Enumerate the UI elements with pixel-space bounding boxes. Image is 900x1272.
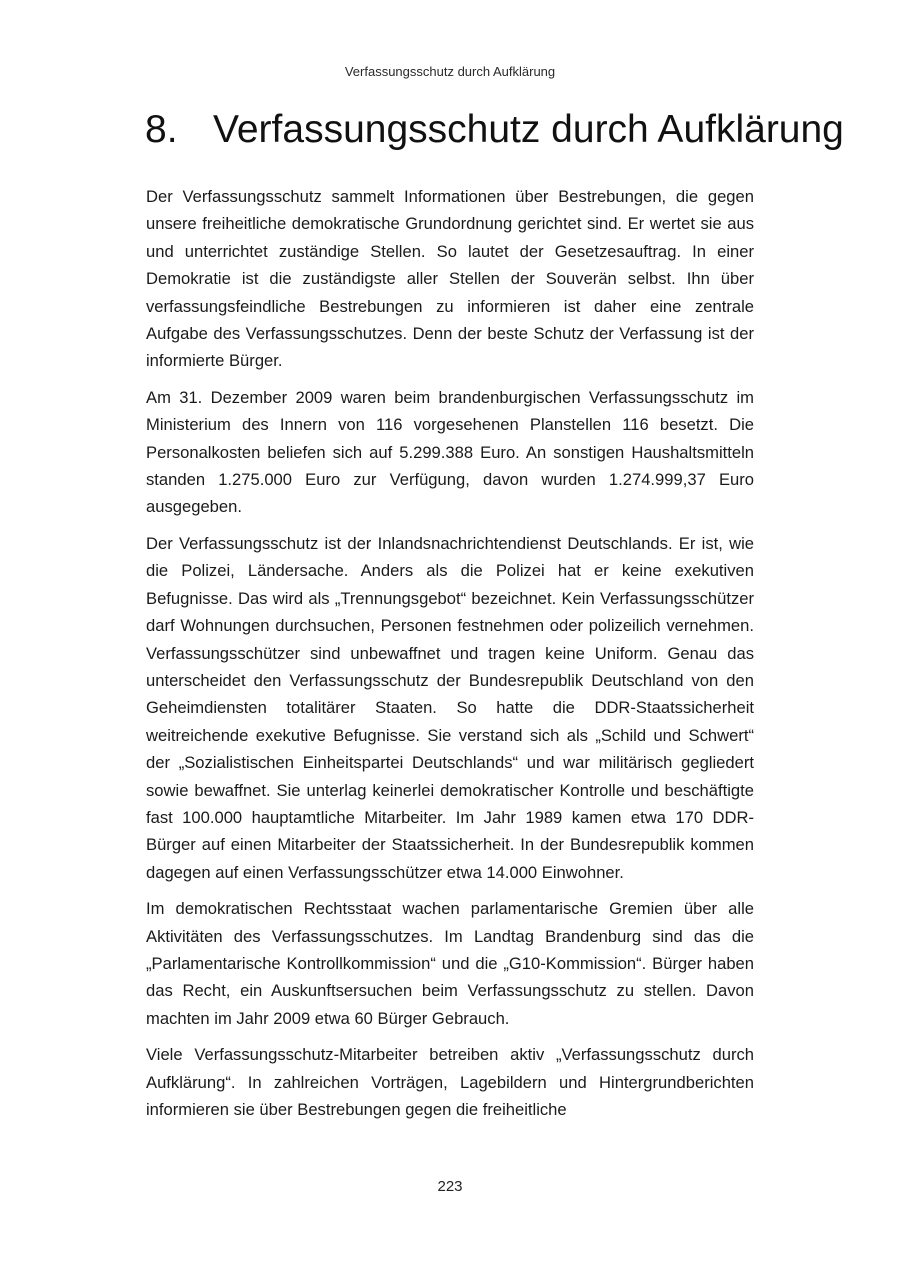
- paragraph-public-information: Viele Verfassungsschutz-Mitarbeiter betreiben aktiv „Verfassungsschutz durch Aufklärung“. In zahlreichen Vorträgen, Lagebildern und Hintergrundberichten informieren sie über Bestrebungen gegen die freiheitliche: [146, 1045, 754, 1119]
- paragraph-mandate: Der Verfassungsschutz sammelt Informationen über Bestrebungen, die gegen unsere freiheitliche demokratische Grundordnung gerichtet sind. Er wertet sie aus und unterrichtet zuständige Stellen. So lautet der Gesetzesauftrag. In einer Demokratie ist die zuständigste aller Stellen der Souverän selbst. Ihn über verfassungsfeindliche Bestrebungen zu informieren ist daher eine zentrale Aufgabe des Verfassungsschutzes. Denn der beste Schutz der Verfassung ist der informierte Bürger.: [146, 187, 754, 371]
- paragraph-domestic-intelligence: Der Verfassungsschutz ist der Inlandsnachrichtendienst Deutschlands. Er ist, wie die Polizei, Ländersache. Anders als die Polizei hat er keine exekutiven Befugnisse. Das wird als „Trennungsgebot“ bezeichnet. Kein Verfassungsschützer darf Wohnungen durchsuchen, Personen festnehmen oder polizeilich vernehmen. Verfassungsschützer sind unbewaffnet und tragen keine Uniform. Genau das unterscheidet den Verfassungsschutz der Bundesrepublik Deutschland von den Geheimdiensten totalitärer Staaten. So hatte die DDR-Staatssicherheit weitreichende exekutive Befugnisse. Sie verstand sich als „Schild und Schwert“ der „Sozialistischen Einheitspartei Deutschlands“ und war militärisch gegliedert sowie bewaffnet. Sie unterlag keinerlei demokratischer Kontrolle und beschäftigte fast 100.000 hauptamtliche Mitarbeiter. Im Jahr 1989 kamen etwa 170 DDR-Bürger auf einen Mitarbeiter der Staatssicherheit. In der Bundesrepublik kommen dagegen auf einen Verfassungsschützer etwa 14.000 Einwohner.: [146, 533, 754, 882]
- body-text: [146, 183, 754, 1132]
- page-number: 223: [437, 1178, 463, 1195]
- chapter-number: 8.: [145, 108, 178, 151]
- chapter-title-text: Verfassungsschutz durch Aufklärung: [213, 108, 844, 151]
- chapter-title: [145, 108, 844, 152]
- running-header: Verfassungsschutz durch Aufklärung: [344, 64, 556, 79]
- paragraph-parliamentary-control: Im demokratischen Rechtsstaat wachen parlamentarische Gremien über alle Aktivitäten des Verfassungsschutzes. Im Landtag Brandenburg sind das die „Parlamentarische Kontrollkommission“ und die „G10-Kommission“. Bürger haben das Recht, ein Auskunftsersuchen beim Verfassungsschutz zu stellen. Davon machten im Jahr 2009 etwa 60 Bürger Gebrauch.: [146, 899, 754, 1028]
- paragraph-staff-budget: Am 31. Dezember 2009 waren beim brandenburgischen Verfassungsschutz im Ministerium des Innern von 116 vorgesehenen Planstellen 116 besetzt. Die Personalkosten beliefen sich auf 5.299.388 Euro. An sonstigen Haushaltsmitteln standen 1.275.000 Euro zur Verfügung, davon wurden 1.274.999,37 Euro ausgegeben.: [146, 387, 754, 517]
